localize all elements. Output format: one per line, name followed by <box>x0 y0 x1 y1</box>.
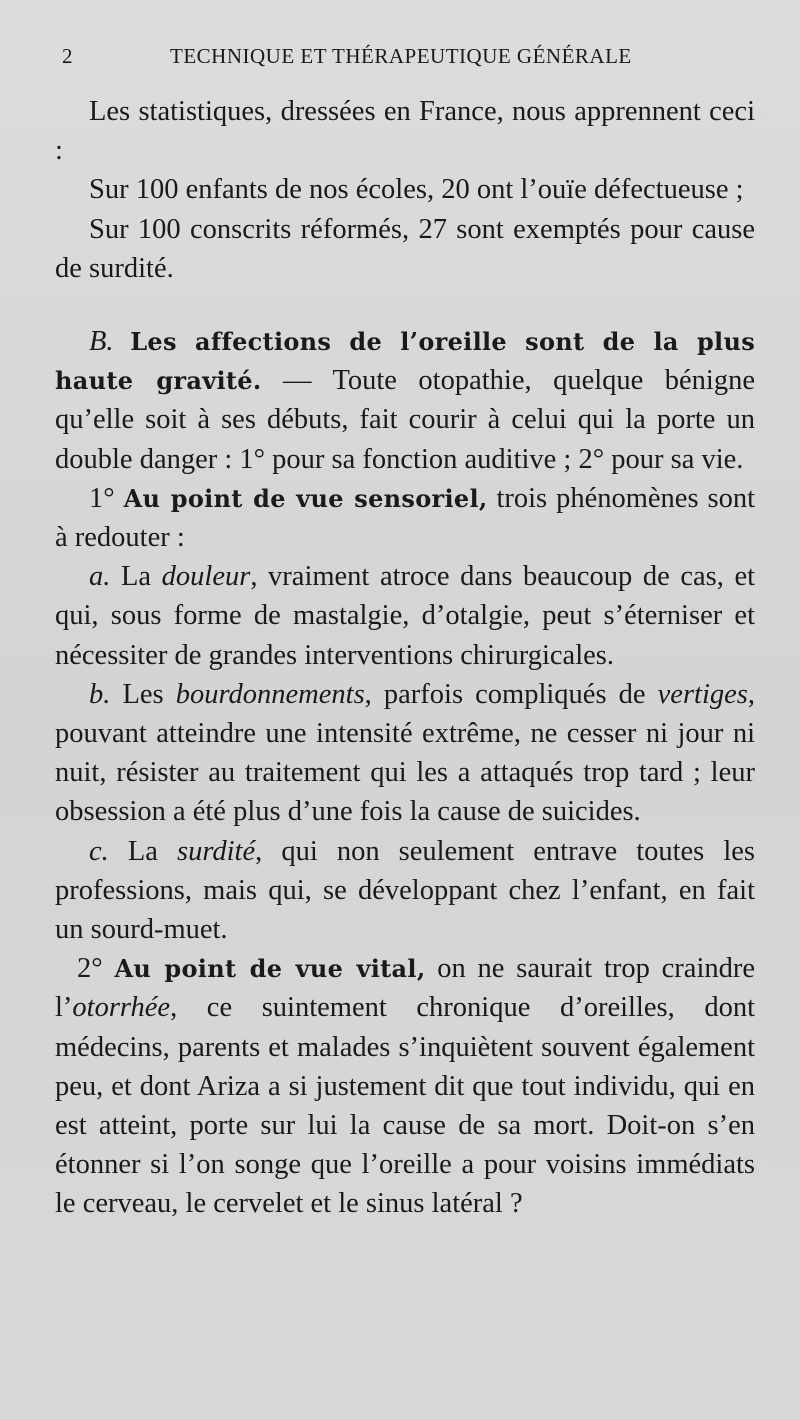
item-term: otorrhée <box>72 992 171 1024</box>
item-text: , vraiment atroce dans beaucoup de cas, et qui, sous forme de mastalgie, d’otalgie, peut s’éterniser et nécessiter de grandes interventions chirurgicales. <box>55 561 756 671</box>
section-letter: B. <box>89 326 114 358</box>
item-term: bourdonnements <box>175 678 365 710</box>
section-heading: Les affections de l’oreille sont de la plus haute gravité. <box>55 327 756 396</box>
item-number: 2° <box>77 953 115 985</box>
page-number: 2 <box>62 44 73 68</box>
paragraph-douleur <box>55 557 755 675</box>
item-text: , pouvant atteindre une intensité extrême, ne cesser ni jour ni nuit, résister au traitement qui les a attaqués trop tard ; leur obsession a été plus d’une fois la cause de suicides. <box>55 678 755 828</box>
item-heading: Au point de vue vital, <box>114 954 426 984</box>
item-text: on ne saurait trop craindre l’ <box>55 953 756 1024</box>
item-letter: c. <box>89 835 109 867</box>
item-letter: b. <box>89 678 111 710</box>
item-rest: , ce suintement chronique d’oreilles, dont médecins, parents et malades s’inquiètent souvent également peu, et dont Ariza a si justement dit que tout individu, qui en est atteint, porte sur lui la cause de sa mort. Doit-on s’en étonner si l’on songe que l’oreille a pour voisins immédiats le cerveau, le cervelet et le sinus latéral ? <box>55 992 755 1220</box>
item-text: , qui non seulement entrave toutes les professions, mais qui, se développant chez l’enfant, en fait un sourd-muet. <box>55 835 756 946</box>
paragraph-bourdonnements <box>55 675 755 832</box>
item-pre: Les <box>110 678 176 710</box>
paragraph-statistics: Les statistiques, dressées en France, nous apprennent ceci : <box>55 96 755 167</box>
item-heading: Au point de vue sensoriel, <box>123 483 488 513</box>
item-letter: a. <box>89 561 111 593</box>
item-pre: La <box>108 835 177 867</box>
body-text <box>55 92 755 1224</box>
item-term-2: vertiges <box>657 678 748 710</box>
running-title: TECHNIQUE ET THÉRAPEUTIQUE GÉNÉRALE <box>170 44 632 68</box>
item-term: surdité <box>177 835 256 867</box>
item-term: douleur <box>161 561 251 593</box>
paragraph-vital <box>55 949 755 1223</box>
item-number: 1° <box>89 482 124 514</box>
paragraph-sensorial <box>55 479 755 557</box>
paragraph-surdite <box>55 832 755 950</box>
section-text: — Toute otopathie, quelque bénigne qu’elle soit à ses débuts, fait courir à celui qui la porte un double danger : 1° pour sa fonction auditive ; 2° pour sa vie. <box>55 365 755 475</box>
item-pre: La <box>110 561 162 593</box>
paragraph-section-b <box>55 322 755 479</box>
item-mid: , parfois compliqués de <box>364 678 658 710</box>
item-text: trois phénomènes sont à redouter : <box>55 482 755 554</box>
paragraph-schools: Sur 100 enfants de nos écoles, 20 ont l’ouïe défectueuse ; <box>89 174 744 206</box>
page-header <box>62 44 740 74</box>
paragraph-conscripts: Sur 100 conscrits réformés, 27 sont exemptés pour cause de surdité. <box>55 213 755 284</box>
